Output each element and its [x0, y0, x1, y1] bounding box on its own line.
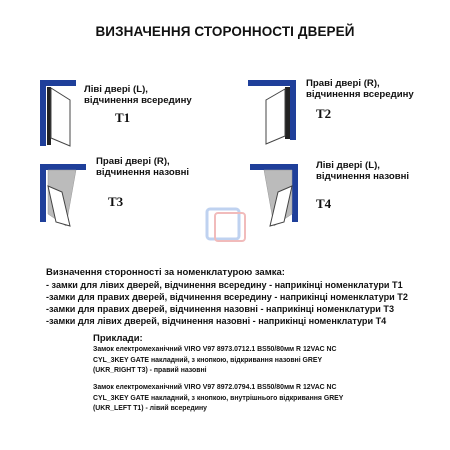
door-diagram-t3	[40, 164, 140, 264]
rule-t2: -замки для правих дверей, відчинення всередину - наприкінці номенклатури T2	[46, 292, 408, 302]
nomenclature-heading: Визначення сторонності за номенклатурою замка:	[46, 267, 285, 278]
door-code-t1: T1	[115, 110, 131, 125]
door-code-t2: T2	[316, 106, 332, 121]
door-code-t4: T4	[316, 196, 332, 211]
door-desc-t3: Праві двері (R), відчинення назовні	[96, 156, 190, 178]
watermark-logo	[203, 203, 247, 247]
door-desc-t4: Ліві двері (L), відчинення назовні	[316, 160, 410, 182]
example-1: Замок електромеханічний VIRO V97 8973.0712.1 BS50/80мм R 12VAC NC CYL_3KEY GATE накладний, з кнопкою, відкривання назовні GREY (UKR_RIGHT T3) - правий назовні	[93, 346, 337, 374]
door-leaf	[51, 88, 70, 146]
examples-heading: Приклади:	[93, 333, 143, 344]
door-desc-t2: Праві двері (R), відчинення всередину	[306, 78, 414, 100]
door-desc-t1: Ліві двері (L), відчинення всередину	[84, 84, 192, 106]
door-leaf	[266, 89, 285, 144]
rule-t4: -замки для лівих дверей, відчинення назовні - наприкінці номенклатури T4	[46, 316, 387, 326]
door-code-t3: T3	[108, 194, 124, 209]
rule-t3: -замки для правих дверей, відчинення назовні - наприкінці номенклатури T3	[46, 304, 395, 314]
example-2: Замок електромеханічний VIRO V97 8972.0794.1 BS50/80мм R 12VAC NC CYL_3KEY GATE накладний, з кнопкою, внутрішнього відкривання GREY (UKR_LEFT T1) - лівий всередину	[93, 384, 344, 412]
page-title: ВИЗНАЧЕННЯ СТОРОННОСТІ ДВЕРЕЙ	[95, 24, 355, 39]
rule-t1: - замки для лівих дверей, відчинення всередину - наприкінці номенклатури T1	[46, 280, 403, 290]
